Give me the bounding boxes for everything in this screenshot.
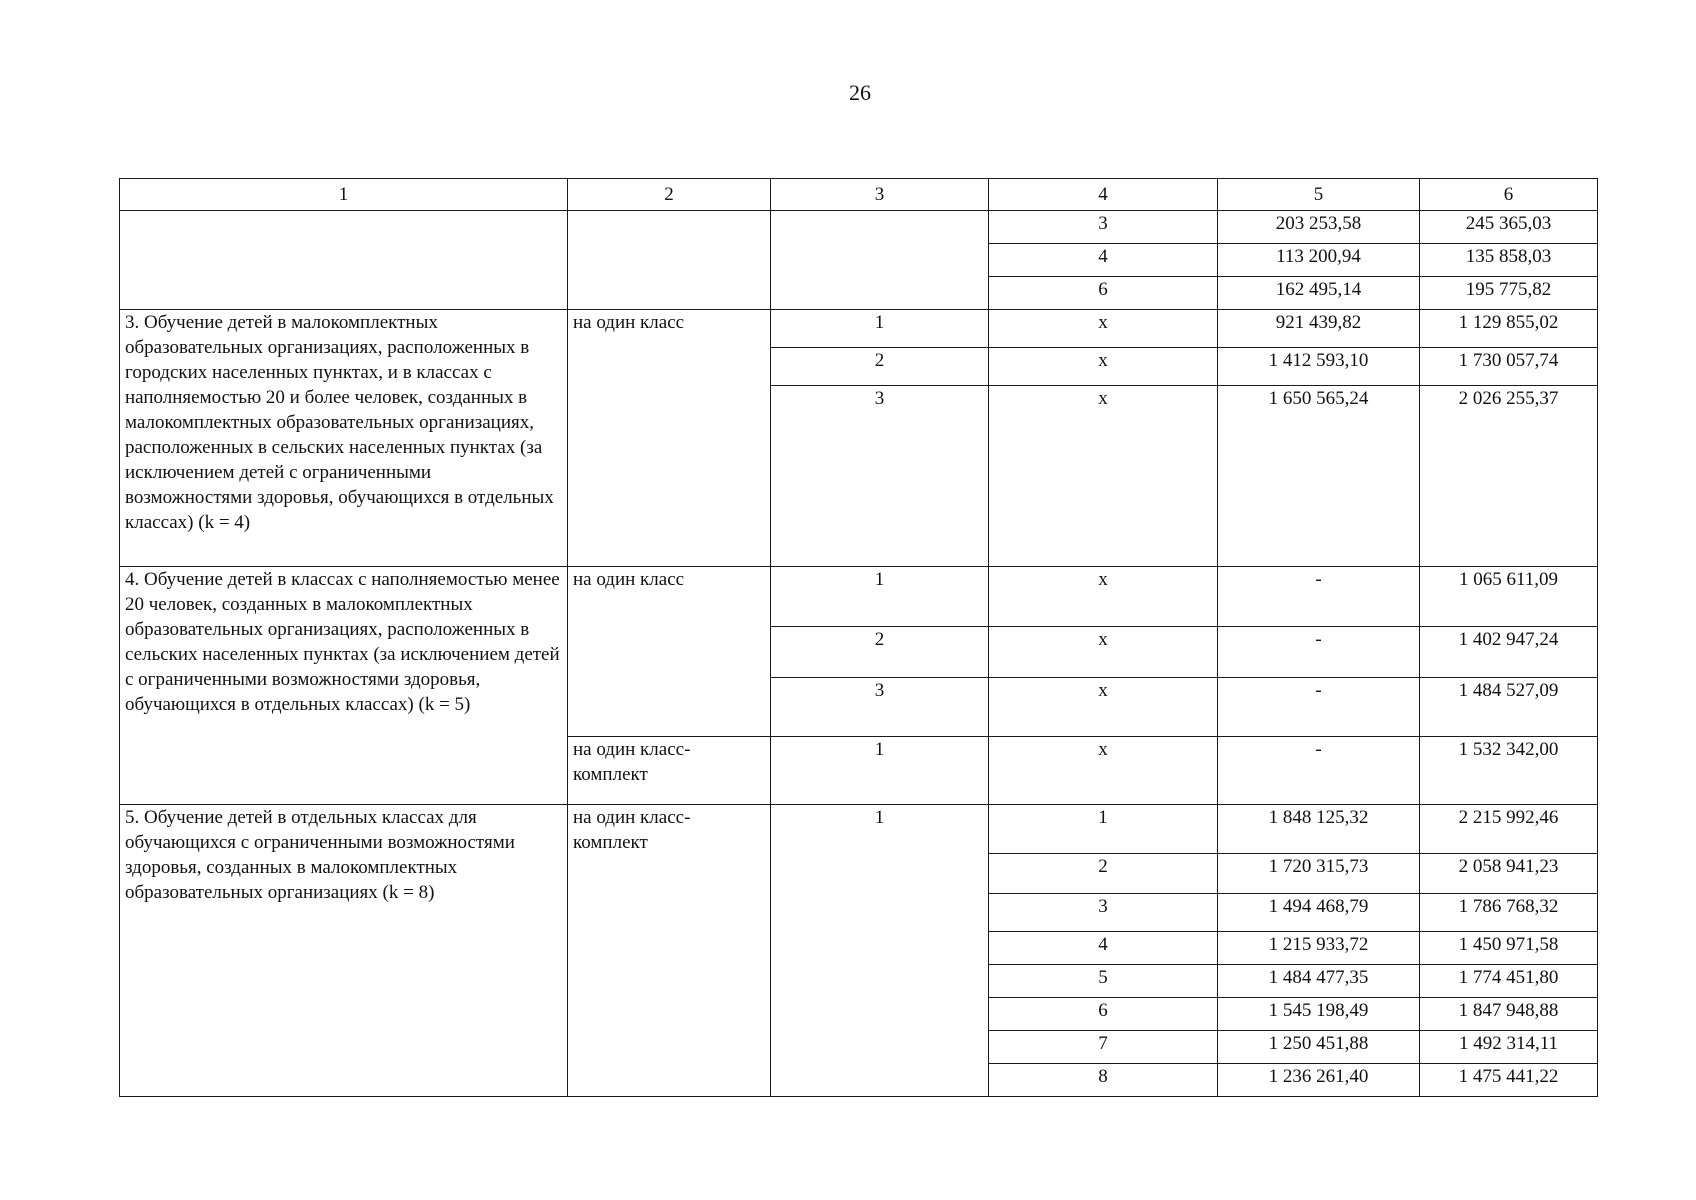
carry-c4: 4: [989, 244, 1218, 277]
group5-c5: 1 720 315,73: [1218, 854, 1420, 894]
group5-c6: 1 492 314,11: [1420, 1031, 1598, 1064]
group3-c4: х: [989, 386, 1218, 567]
table-row: [120, 567, 1598, 627]
group3-c4: х: [989, 310, 1218, 348]
carry-col3-cell: [771, 211, 989, 310]
carry-c6: 245 365,03: [1420, 211, 1598, 244]
group5-c4: 1: [989, 805, 1218, 854]
page-number: 26: [849, 80, 871, 105]
group4-c3: 3: [771, 678, 989, 737]
group3-description: 3. Обучение детей в малокомплектных образовательных организациях, расположенных в городских населенных пунктах, и в классах с наполняемостью 20 и более человек, созданных в малокомплектных образовательных организациях, расположенных в сельских населенных пунктах (за исключением детей с ограниченными возможностями здоровья, обучающихся в отдельных классах) (k = 4): [120, 310, 568, 567]
group5-c6: 1 450 971,58: [1420, 932, 1598, 965]
group4-c4: х: [989, 737, 1218, 805]
group3-c5: 921 439,82: [1218, 310, 1420, 348]
carry-c5: 162 495,14: [1218, 277, 1420, 310]
group4-c4: х: [989, 627, 1218, 678]
group4-c5: -: [1218, 737, 1420, 805]
carry-c4: 3: [989, 211, 1218, 244]
group5-c6: 1 475 441,22: [1420, 1064, 1598, 1097]
group4-c6: 1 065 611,09: [1420, 567, 1598, 627]
group4-c3: 1: [771, 737, 989, 805]
group5-description: 5. Обучение детей в отдельных классах для обучающихся с ограниченными возможностями здоровья, созданных в малокомплектных образовательных организациях (k = 8): [120, 805, 568, 1097]
group3-c4: х: [989, 348, 1218, 386]
group5-unit: на один класс-комплект: [568, 805, 771, 1097]
group4-unit-b: на один класс-комплект: [568, 737, 771, 805]
group4-c4: х: [989, 567, 1218, 627]
carry-unit-cell: [568, 211, 771, 310]
group4-c6: 1 484 527,09: [1420, 678, 1598, 737]
group5-c6: 2 215 992,46: [1420, 805, 1598, 854]
group3-c3: 1: [771, 310, 989, 348]
group3-c3: 3: [771, 386, 989, 567]
group5-c6: 1 786 768,32: [1420, 894, 1598, 932]
group4-c5: -: [1218, 627, 1420, 678]
group5-c5: 1 215 933,72: [1218, 932, 1420, 965]
group4-c3: 2: [771, 627, 989, 678]
header-cell-1: 1: [120, 179, 568, 211]
header-cell-5: 5: [1218, 179, 1420, 211]
carry-c5: 113 200,94: [1218, 244, 1420, 277]
group5-c4: 5: [989, 965, 1218, 998]
group5-c4: 4: [989, 932, 1218, 965]
group5-c5: 1 484 477,35: [1218, 965, 1420, 998]
group5-c6: 2 058 941,23: [1420, 854, 1598, 894]
group5-c4: 8: [989, 1064, 1218, 1097]
header-cell-4: 4: [989, 179, 1218, 211]
group5-c6: 1 774 451,80: [1420, 965, 1598, 998]
group5-c6: 1 847 948,88: [1420, 998, 1598, 1031]
header-cell-6: 6: [1420, 179, 1598, 211]
group3-c6: 2 026 255,37: [1420, 386, 1598, 567]
group3-c6: 1 129 855,02: [1420, 310, 1598, 348]
group5-c5: 1 494 468,79: [1218, 894, 1420, 932]
carry-description-cell: [120, 211, 568, 310]
carry-c6: 195 775,82: [1420, 277, 1598, 310]
group5-c5: 1 545 198,49: [1218, 998, 1420, 1031]
group4-c4: х: [989, 678, 1218, 737]
carry-c6: 135 858,03: [1420, 244, 1598, 277]
group3-c5: 1 650 565,24: [1218, 386, 1420, 567]
group5-c4: 7: [989, 1031, 1218, 1064]
carry-c5: 203 253,58: [1218, 211, 1420, 244]
group3-unit: на один класс: [568, 310, 771, 567]
group5-c4: 6: [989, 998, 1218, 1031]
group4-c6: 1 532 342,00: [1420, 737, 1598, 805]
group5-c4: 3: [989, 894, 1218, 932]
cost-table: [119, 178, 1598, 1097]
group3-c5: 1 412 593,10: [1218, 348, 1420, 386]
header-cell-3: 3: [771, 179, 989, 211]
group3-c6: 1 730 057,74: [1420, 348, 1598, 386]
table-header-row: [120, 179, 1598, 211]
group4-description: 4. Обучение детей в классах с наполняемостью менее 20 человек, созданных в малокомплектных образовательных организациях, расположенных в сельских населенных пунктах (за исключением детей с ограниченными возможностями здоровья, обучающихся в отдельных классах) (k = 5): [120, 567, 568, 805]
group4-c3: 1: [771, 567, 989, 627]
group4-c5: -: [1218, 678, 1420, 737]
table-row: [120, 310, 1598, 348]
group5-c4: 2: [989, 854, 1218, 894]
group5-c3: 1: [771, 805, 989, 1097]
header-cell-2: 2: [568, 179, 771, 211]
group5-c5: 1 250 451,88: [1218, 1031, 1420, 1064]
table-row: [120, 805, 1598, 854]
group5-c5: 1 848 125,32: [1218, 805, 1420, 854]
group5-c5: 1 236 261,40: [1218, 1064, 1420, 1097]
table-row: [120, 211, 1598, 244]
group4-c6: 1 402 947,24: [1420, 627, 1598, 678]
group4-unit-a: на один класс: [568, 567, 771, 737]
group4-c5: -: [1218, 567, 1420, 627]
group3-c3: 2: [771, 348, 989, 386]
carry-c4: 6: [989, 277, 1218, 310]
